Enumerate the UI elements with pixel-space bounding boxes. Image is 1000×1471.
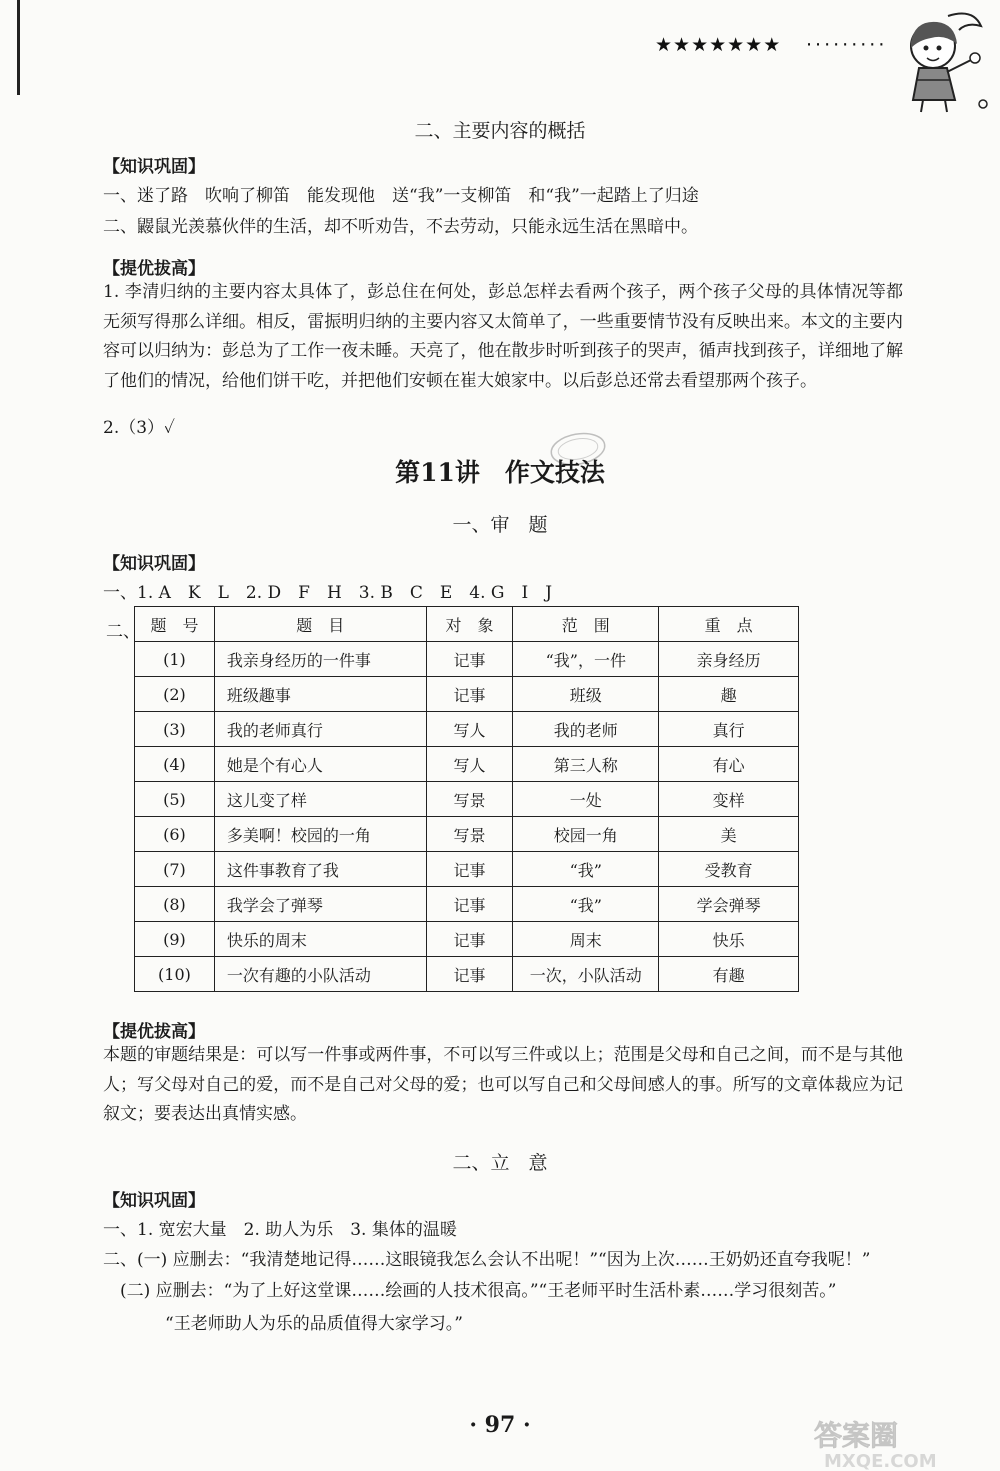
table-cell: 美 bbox=[659, 817, 799, 852]
tag-knowledge: 【知识巩固】 bbox=[103, 554, 205, 574]
table-cell: 周末 bbox=[513, 922, 659, 957]
table-cell: (4) bbox=[135, 747, 215, 782]
table-cell: 她是个有心人 bbox=[214, 747, 426, 782]
table-row bbox=[135, 782, 799, 817]
table-cell: 记事 bbox=[426, 922, 513, 957]
table-cell: “我”，一件 bbox=[513, 642, 659, 677]
table-cell: 一次有趣的小队活动 bbox=[214, 957, 426, 992]
table-cell: (2) bbox=[135, 677, 215, 712]
table-cell: 校园一角 bbox=[513, 817, 659, 852]
table-cell: (5) bbox=[135, 782, 215, 817]
header-cell: 重 点 bbox=[659, 607, 799, 642]
table-cell: 我学会了弹琴 bbox=[214, 887, 426, 922]
header-cell: 范 围 bbox=[513, 607, 659, 642]
section-title-topic-review: 一、审 题 bbox=[452, 514, 548, 536]
table-cell: 一处 bbox=[513, 782, 659, 817]
table-cell: 一次，小队活动 bbox=[513, 957, 659, 992]
table-row bbox=[135, 852, 799, 887]
table-cell: 亲身经历 bbox=[659, 642, 799, 677]
tag-knowledge: 【知识巩固】 bbox=[103, 1191, 205, 1211]
table-cell: 写景 bbox=[426, 817, 513, 852]
answer-paragraph: 1. 李清归纳的主要内容太具体了，彭总住在何处，彭总怎样去看两个孩子，两个孩子父母的具体情况等都无须写得那么详细。相反，雷振明归纳的主要内容又太简单了，一些重要情节没有反映出来。本文的主要内容可以归纳为：彭总为了工作一夜未睡。天亮了，他在散步时听到孩子的哭声，循声找到孩子，详细地了解了他们的情况，给他们饼干吃，并把他们安顿在崔大娘家中。以后彭总还常去看望那两个孩子。 bbox=[103, 282, 903, 391]
site-watermark-logo bbox=[810, 1415, 985, 1470]
table-cell: 写人 bbox=[426, 747, 513, 782]
table-header-row bbox=[135, 607, 799, 642]
table-cell: (10) bbox=[135, 957, 215, 992]
table-cell: 我亲身经历的一件事 bbox=[214, 642, 426, 677]
answer-paragraph: 本题的审题结果是：可以写一件事或两件事，不可以写三件或以上；范围是父母和自己之间，而不是与其他人；写父母对自己的爱，而不是自己对父母的爱；也可以写自己和父母间感人的事。所写的文章体裁应为记叙文；要表达出真情实感。 bbox=[103, 1045, 903, 1124]
girl-mascot-icon bbox=[893, 8, 993, 118]
table-cell: 第三人称 bbox=[513, 747, 659, 782]
header-cell: 题 目 bbox=[214, 607, 426, 642]
answer-line: 二、(一) 应删去：“我清楚地记得……这眼镜我怎么会认不出呢！”“因为上次……王奶奶还直夸我呢！” bbox=[103, 1250, 871, 1270]
table-cell: 记事 bbox=[426, 852, 513, 887]
table-cell: “我” bbox=[513, 852, 659, 887]
table-cell: 记事 bbox=[426, 642, 513, 677]
table-row bbox=[135, 642, 799, 677]
table-row bbox=[135, 747, 799, 782]
table-row bbox=[135, 922, 799, 957]
leader-dots: ········· bbox=[806, 34, 888, 56]
table-row bbox=[135, 957, 799, 992]
section-title-theme: 二、立 意 bbox=[452, 1152, 548, 1174]
table-cell: 变样 bbox=[659, 782, 799, 817]
table-cell: 学会弹琴 bbox=[659, 887, 799, 922]
table-cell: (8) bbox=[135, 887, 215, 922]
table-cell: 趣 bbox=[659, 677, 799, 712]
table-cell: 这件事教育了我 bbox=[214, 852, 426, 887]
table-cell: (7) bbox=[135, 852, 215, 887]
table-cell: (6) bbox=[135, 817, 215, 852]
left-margin-rule bbox=[17, 0, 20, 95]
table-cell: 记事 bbox=[426, 677, 513, 712]
table-cell: 受教育 bbox=[659, 852, 799, 887]
table-cell: 快乐的周末 bbox=[214, 922, 426, 957]
table-cell: (9) bbox=[135, 922, 215, 957]
table-cell: 多美啊！校园的一角 bbox=[214, 817, 426, 852]
table-cell: “我” bbox=[513, 887, 659, 922]
header-cell: 对 象 bbox=[426, 607, 513, 642]
page-number: · 97 · bbox=[469, 1412, 531, 1438]
table-row bbox=[135, 677, 799, 712]
watermark-top-text: 答案圈 bbox=[814, 1419, 899, 1452]
table-cell: 记事 bbox=[426, 887, 513, 922]
answer-line: 一、迷了路 吹响了柳笛 能发现他 送“我”一支柳笛 和“我”一起踏上了归途 bbox=[103, 186, 699, 206]
difficulty-stars: ★★★★★★★ bbox=[655, 34, 782, 56]
answer-line: 2.（3）✓ bbox=[103, 418, 176, 438]
answer-line: 一、1. 宽宏大量 2. 助人为乐 3. 集体的温暖 bbox=[103, 1220, 457, 1240]
table-cell: 有心 bbox=[659, 747, 799, 782]
table-cell: 有趣 bbox=[659, 957, 799, 992]
watermark-bottom-text: MXQE.COM bbox=[824, 1451, 937, 1470]
answer-line: (二) 应删去：“为了上好这堂课……绘画的人技术很高。”“王老师平时生活朴素……学习很刻苦。” bbox=[120, 1281, 837, 1301]
lesson-title: 第11讲 作文技法 bbox=[395, 458, 605, 487]
table-row bbox=[135, 712, 799, 747]
answer-line: 一、1. A K L 2. D F H 3. B C E 4. G I J bbox=[103, 583, 553, 603]
table-cell: (1) bbox=[135, 642, 215, 677]
table-cell: 记事 bbox=[426, 957, 513, 992]
table-cell: 快乐 bbox=[659, 922, 799, 957]
section-title-summary: 二、主要内容的概括 bbox=[414, 120, 586, 142]
table-row bbox=[135, 817, 799, 852]
table-label: 二、 bbox=[106, 622, 140, 642]
table-cell: 我的老师真行 bbox=[214, 712, 426, 747]
table-cell: (3) bbox=[135, 712, 215, 747]
tag-advanced: 【提优拔高】 bbox=[103, 1022, 205, 1042]
answer-line: “王老师助人为乐的品质值得大家学习。” bbox=[165, 1314, 463, 1334]
table-row bbox=[135, 887, 799, 922]
table-cell: 班级趣事 bbox=[214, 677, 426, 712]
topic-analysis-table bbox=[134, 606, 799, 992]
table-cell: 班级 bbox=[513, 677, 659, 712]
header-cell: 题 号 bbox=[135, 607, 215, 642]
tag-knowledge: 【知识巩固】 bbox=[103, 157, 205, 177]
table-cell: 写景 bbox=[426, 782, 513, 817]
answer-line: 二、鼹鼠光羡慕伙伴的生活，却不听劝告，不去劳动，只能永远生活在黑暗中。 bbox=[103, 217, 698, 237]
table-cell: 写人 bbox=[426, 712, 513, 747]
tag-advanced: 【提优拔高】 bbox=[103, 259, 205, 279]
table-cell: 这儿变了样 bbox=[214, 782, 426, 817]
table-cell: 真行 bbox=[659, 712, 799, 747]
table-cell: 我的老师 bbox=[513, 712, 659, 747]
